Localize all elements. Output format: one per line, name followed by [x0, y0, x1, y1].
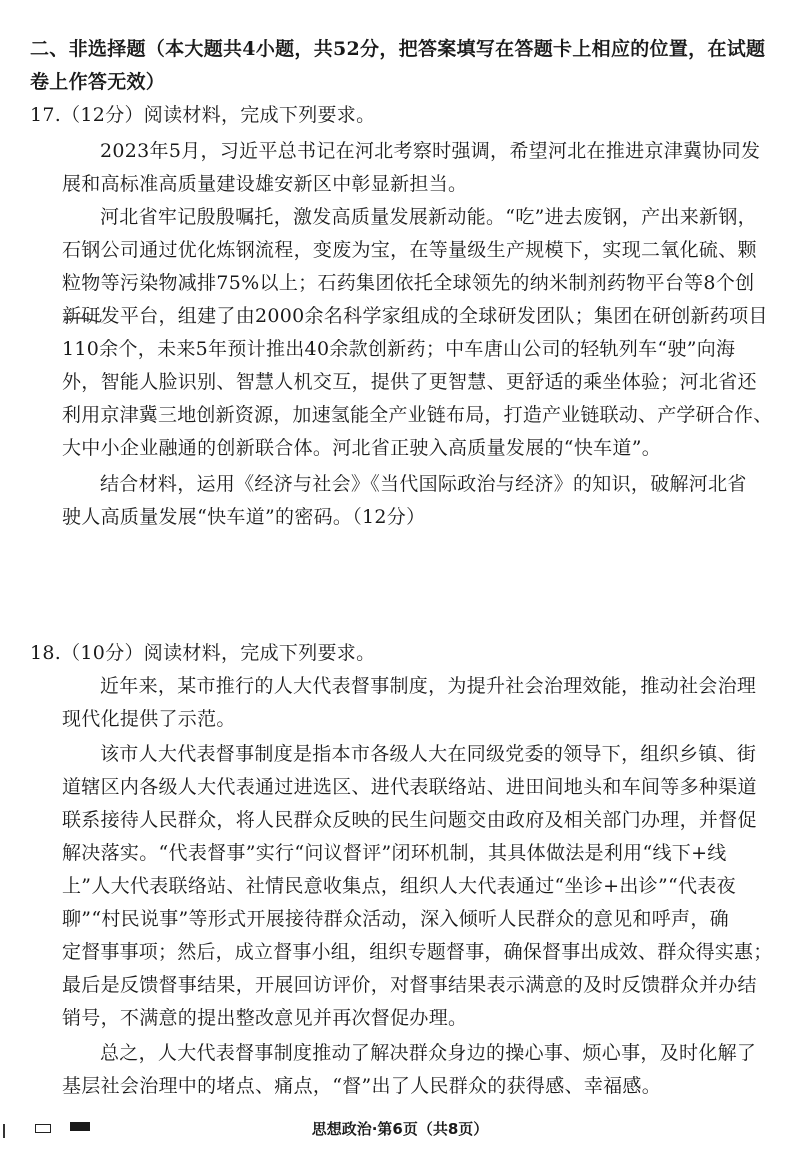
question-18-heading: 18.（10分）阅读材料，完成下列要求。	[30, 642, 376, 664]
q17-paragraph-line: 2023年5月，习近平总书记在河北考察时强调，希望河北在推进京津冀协同发	[100, 140, 761, 162]
q17-paragraph-line: 利用京津冀三地创新资源，加速氢能全产业链布局，打造产业链联动、产学研合作、	[62, 404, 773, 426]
q18-paragraph-line: 上”人大代表联络站、社情民意收集点，组织人大代表通过“坐诊+出诊”“代表夜	[62, 875, 736, 897]
question-17-heading: 17.（12分）阅读材料，完成下列要求。	[30, 104, 376, 126]
q18-paragraph-line: 总之，人大代表督事制度推动了解决群众身边的操心事、烦心事，及时化解了	[100, 1042, 757, 1064]
q17-paragraph-line: 河北省牢记殷殷嘱托，激发高质量发展新动能。“吃”进去废钢，产出来新钢，	[100, 206, 757, 228]
page-footer: 思想政治·第6页（共8页）	[311, 1120, 489, 1138]
q18-paragraph-line: 该市人大代表督事制度是指本市各级人大在同级党委的领导下，组织乡镇、街	[100, 743, 757, 765]
q17-paragraph-line: 石钢公司通过优化炼钢流程，变废为宝，在等量级生产规模下，实现二氧化硫、颗	[62, 239, 757, 261]
q18-paragraph-line: 基层社会治理中的堵点、痛点，“督”出了人民群众的获得感、幸福感。	[62, 1075, 662, 1097]
q18-paragraph-line: 销号，不满意的提出整改意见并再次督促办理。	[62, 1007, 468, 1029]
q18-paragraph-line: 近年来，某市推行的人大代表督事制度，为提升社会治理效能，推动社会治理	[100, 675, 757, 697]
q17-task-line: 结合材料，运用《经济与社会》《当代国际政治与经济》的知识，破解河北省	[100, 473, 747, 495]
section-title-line-1: 二、非选择题（本大题共4小题，共52分，把答案填写在答题卡上相应的位置，在试题	[30, 38, 766, 60]
q18-paragraph-line: 聊”“村民说事”等形式开展接待群众活动，深入倾听人民群众的意见和呼声，确	[62, 908, 729, 930]
q18-paragraph-line: 最后是反馈督事结果，开展回访评价，对督事结果表示满意的及时反馈群众并办结	[62, 974, 757, 996]
q17-paragraph-line: 110余个，未来5年预计推出40余款创新药；中车唐山公司的轻轨列车“驶”向海	[62, 338, 736, 360]
q17-paragraph-line: 展和高标准高质量建设雄安新区中彰显新担当。	[62, 173, 468, 195]
q17-paragraph-line: 粒物等污染物减排75%以上；石药集团依托全球领先的纳米制剂药物平台等8个创	[62, 272, 755, 294]
pen-scribble-mark	[62, 314, 102, 328]
q18-paragraph-line: 道辖区内各级人大代表通过进选区、进代表联络站、进田间地头和车间等多种渠道	[62, 776, 757, 798]
q18-paragraph-line: 定督事事项；然后，成立督事小组，组织专题督事，确保督事出成效、群众得实惠；	[62, 941, 773, 963]
section-title-line-2: 卷上作答无效）	[30, 71, 166, 93]
q18-paragraph-line: 联系接待人民群众，将人民群众反映的民生问题交由政府及相关部门办理，并督促	[62, 809, 757, 831]
q17-paragraph-line: 外，智能人脸识别、智慧人机交互，提供了更智慧、更舒适的乘坐体验；河北省还	[62, 371, 757, 393]
q18-paragraph-line: 现代化提供了示范。	[62, 708, 236, 730]
q17-paragraph-line: 新研发平台，组建了由2000余名科学家组成的全球研发团队；集团在研创新药项目	[62, 305, 768, 327]
q17-paragraph-line: 大中小企业融通的创新联合体。河北省正驶入高质量发展的“快车道”。	[62, 437, 662, 459]
q18-paragraph-line: 解决落实。“代表督事”实行“问议督评”闭环机制，其具体做法是利用“线下+线	[62, 842, 727, 864]
q17-task-line: 驶人高质量发展“快车道”的密码。（12分）	[62, 506, 426, 528]
